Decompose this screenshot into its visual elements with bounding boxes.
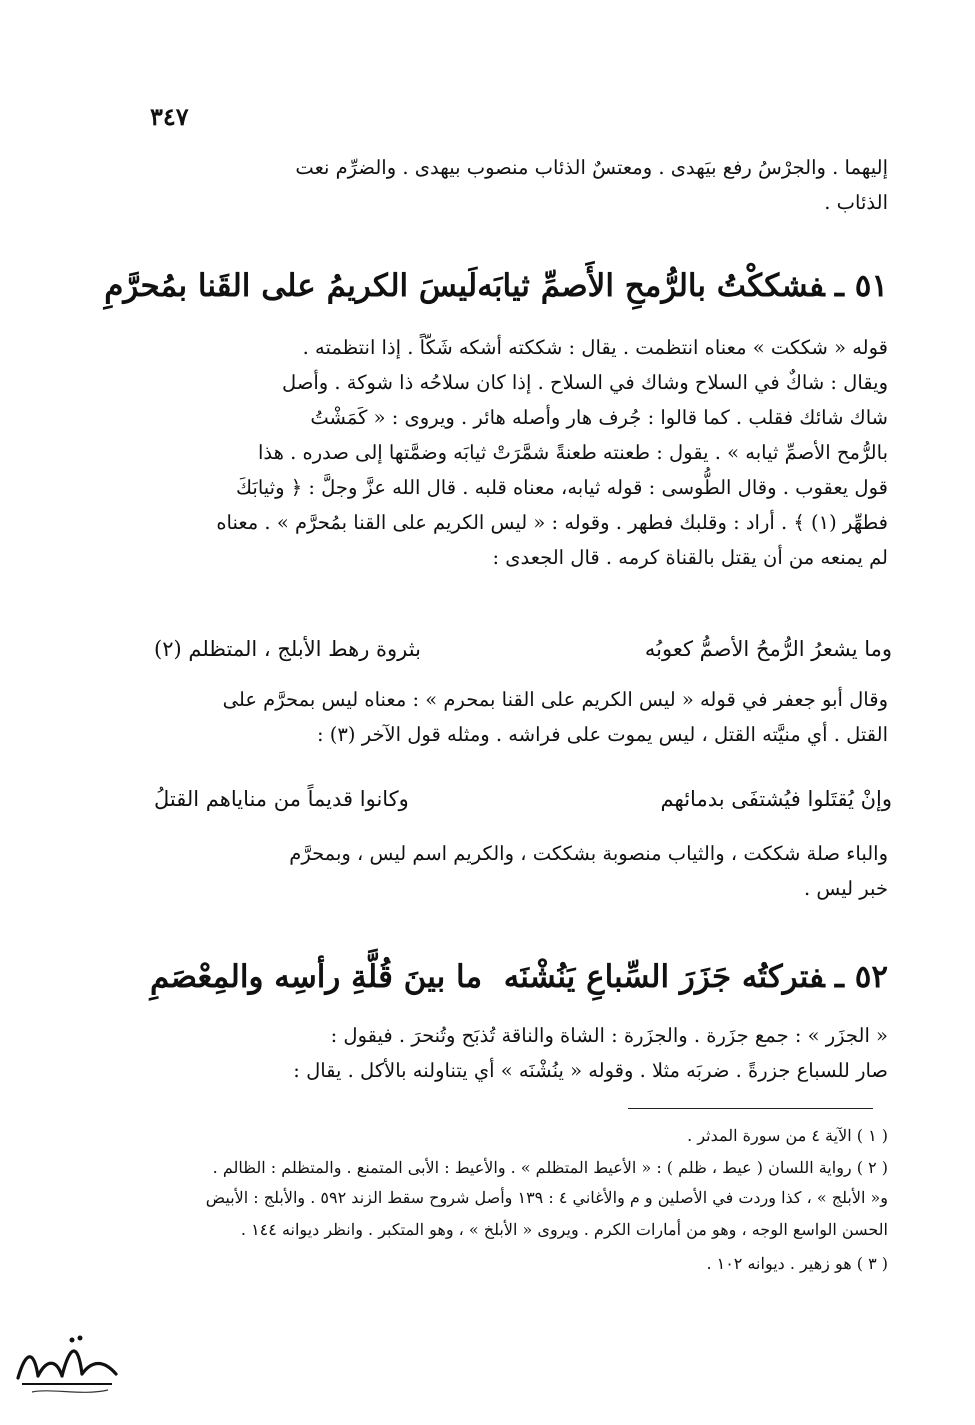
commentary-52 (150, 1018, 888, 1088)
verse-52 (150, 955, 888, 999)
commentary-line: لم يمنعه من أن يقتل بالقناة كرمه . قال الجعدى : (492, 546, 888, 569)
verse-52-first-text: فتركتُه جَزَرَ السِّباعِ يَنُشْنَه (503, 959, 825, 995)
commentary-line: ويقال : شاكٌ في السلاح وشاك في السلاح . إذا كان سلاحُه ذا شوكة . وأصل (282, 371, 888, 394)
footnote-2-cont: الحسن الواسع الوجه ، وهو من أمارات الكرم . ويروى « الأبلخ » ، وهو المتكبر . وانظر ديوانه ١٤٤ . (240, 1220, 888, 1239)
commentary-line: قول يعقوب . وقال الطُّوسى : قوله ثيابه، معناه قلبه . قال الله عزَّ وجلَّ : ﴿ وثيابَكَ (236, 476, 888, 499)
commentary-line: وقال أبو جعفر في قوله « ليس الكريم على القنا بمحرم » : معناه ليس بمحرَّم على (222, 688, 888, 711)
verse-number: ٥٢ ـ (834, 959, 888, 995)
commentary-line: « الجزَر » : جمع جزَرة . والجزَرة : الشاة والناقة تُذبَح وتُنحرَ . فيقول : (330, 1024, 888, 1047)
verse-51-second-hemistich: لَيسَ الكريمُ على القَنا بمُحرَّمِ (104, 268, 478, 304)
verse-number: ٥١ ـ (834, 268, 888, 304)
footnote-3: ( ٣ ) هو زهير . ديوانه ١٠٢ . (706, 1254, 888, 1273)
commentary-51-b (150, 682, 888, 752)
verse-52-first-hemistich (504, 955, 888, 999)
commentary-line: بالرُّمح الأصمِّ ثيابه » . يقول : طعنته طعنةً شمَّرَتْ ثيابَه وضمَّتها إلى صدره . هذا (257, 441, 888, 464)
verse-51 (104, 264, 888, 308)
quote-jadi-first: وما يشعرُ الرُّمحُ الأصمُّ كعوبُه (644, 637, 892, 661)
commentary-line: والباء صلة شككت ، والثياب منصوبة بشككت ، والكريم اسم ليس ، وبمحرَّم (289, 842, 888, 865)
footnote-1: ( ١ ) الآية ٤ من سورة المدثر . (687, 1126, 888, 1145)
quote-other-first: وإنْ يُقتَلوا فيُشتفَى بدمائهم (660, 787, 892, 811)
commentary-51-c (150, 836, 888, 906)
footnote-2-cont: و« الأبلج » ، كذا وردت في الأصلين و م والأغاني ٤ : ١٣٩ وأصل شروح سقط الزند ٥٩٢ . والأبلج : الأبيض (205, 1188, 888, 1207)
commentary-line: خبر ليس . (804, 877, 888, 900)
commentary-line: القتل . أي منيَّته القتل ، ليس يموت على فراشه . ومثله قول الآخر (٣) : (317, 723, 888, 746)
page-number: ٣٤٧ (150, 102, 189, 131)
quote-jadi-second: بثروة رهط الأبلج ، المتظلم (٢) (154, 637, 421, 661)
commentary-51 (150, 330, 888, 575)
commentary-line: قوله « شككت » معناه انتظمت . يقال : شككته أشكه شَكّاً . إذا انتظمته . (302, 336, 888, 359)
intro-paragraph (150, 150, 888, 220)
verse-51-first-text: فشككْتُ بالرُّمحِ الأَصمِّ ثيابَه (477, 268, 825, 304)
intro-line: الذئاب . (824, 191, 888, 214)
quote-other (150, 782, 896, 816)
intro-line: إليهما . والجرْسُ رفع بيَهدى . ومعتسٌ الذئاب منصوب بيهدى . والضرِّم نعت (295, 156, 888, 179)
footnote-2: ( ٢ ) رواية اللسان ( عيط ، ظلم ) : « الأعيط المتظلم » . والأعيط : الأبى المتمنع . والمتظلم : الظالم . (212, 1158, 888, 1177)
footnote-divider (628, 1108, 873, 1109)
verse-52-second-hemistich: ما بينَ قُلَّةِ رأسِه والمِعْصَمِ (150, 959, 483, 995)
publisher-logo (12, 1330, 124, 1400)
commentary-line: صار للسباع جزرةً . ضربَه مثلا . وقوله « ينُشْنَه » أي يتناولنه بالأكل . يقال : (293, 1059, 888, 1082)
commentary-line: شاك شائك فقلب . كما قالوا : جُرف هار وأصله هائر . ويروى : « كَمَشْتُ (310, 406, 888, 429)
quote-other-second: وكانوا قديماً من مناياهم القتلُ (154, 787, 409, 811)
commentary-line: فطهِّر (١) ﴾ . أراد : وقلبك فطهر . وقوله : « ليس الكريم على القنا بمُحرَّم » . معناه (216, 511, 888, 534)
verse-51-first-hemistich (477, 264, 888, 308)
quote-jadi (150, 632, 896, 666)
